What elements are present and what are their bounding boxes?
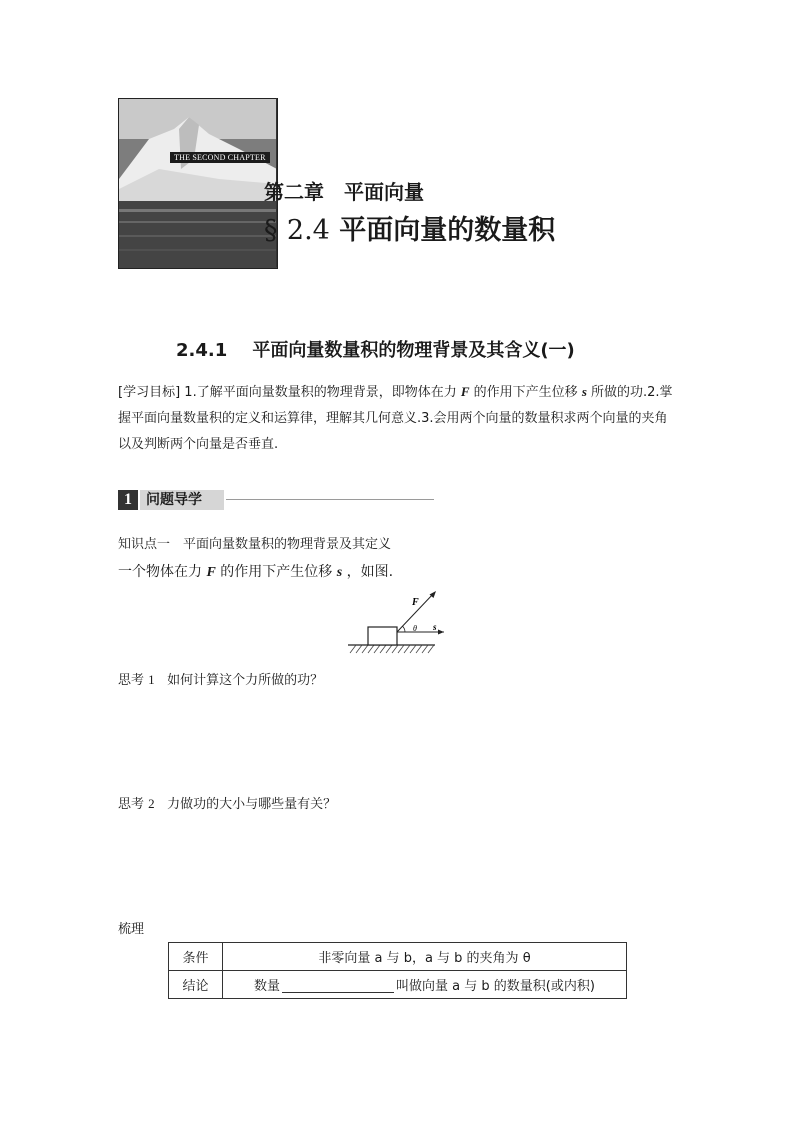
section-number: 2.4 [286, 215, 330, 246]
conclusion-pre: 数量 [254, 979, 281, 994]
chapter-cover-image [118, 98, 278, 269]
goal-text-3: 所做的功.2.掌握平面向量数量积的定义和运算律，理解其几何意义.3.会用两个向量的数量积求两个向量的夹角以及判断两个向量是否垂直. [118, 385, 673, 452]
section-badge: 1 [118, 490, 138, 510]
think1-text: 如何计算这个力所做的功？ [167, 673, 324, 688]
answer-blank[interactable] [282, 978, 394, 993]
section-rule [226, 499, 434, 500]
kp-symbol-s: s [336, 565, 343, 580]
table-cell-conclusion-key: 结论 [169, 971, 223, 999]
angle-arc [403, 626, 406, 632]
chapter-tag: THE SECOND CHAPTER [170, 152, 270, 163]
think2-text: 力做功的大小与哪些量有关？ [167, 797, 337, 812]
goal-symbol-F: F [460, 384, 470, 399]
think-question-2 [118, 793, 336, 812]
think1-label: 思考 [118, 673, 145, 688]
goal-symbol-s: s [581, 384, 587, 399]
angle-label: θ [413, 624, 417, 633]
subsection-number: 2.4.1 [176, 340, 228, 361]
section-title-text: 平面向量的数量积 [339, 215, 556, 246]
knowledge-point-title: 知识点一 平面向量数量积的物理背景及其定义 [118, 537, 392, 552]
summary-table [168, 942, 627, 999]
ground-hatching [350, 645, 434, 653]
goal-text-1: 1.了解平面向量数量积的物理背景，即物体在力 [184, 385, 457, 400]
think2-num: 2 [148, 796, 155, 811]
kp-text-2: 的作用下产生位移 [220, 564, 333, 580]
kp-text-3: ，如图. [346, 564, 394, 580]
kp-symbol-F: F [206, 565, 216, 580]
goal-label: [学习目标] [118, 385, 181, 400]
conclusion-post: 叫做向量 a 与 b 的数量积(或内积) [396, 979, 595, 994]
force-label: F [412, 597, 419, 608]
section-title [264, 208, 555, 247]
knowledge-point-body [118, 561, 393, 581]
iceberg-picture [119, 99, 277, 268]
section-heading: 问题导学 [140, 490, 224, 510]
subsection-heading [176, 336, 575, 362]
think2-label: 思考 [118, 797, 145, 812]
subsection-title: 平面向量数量积的物理背景及其含义(一) [252, 340, 575, 361]
displacement-arrowhead [438, 630, 444, 635]
table-cell-conclusion-value [223, 971, 627, 999]
kp-text-1: 一个物体在力 [118, 564, 202, 580]
think1-num: 1 [148, 672, 155, 687]
table-row [169, 971, 627, 999]
section-symbol: § [264, 215, 278, 246]
chapter-title: 第二章 平面向量 [264, 180, 424, 204]
displacement-label: s [433, 622, 437, 632]
think-question-1 [118, 669, 323, 688]
table-row [169, 943, 627, 971]
goal-text-2: 的作用下产生位移 [473, 385, 578, 400]
force-diagram [340, 588, 450, 658]
block [368, 627, 397, 645]
learning-goals [118, 379, 678, 458]
table-cell-condition-key: 条件 [169, 943, 223, 971]
table-cell-condition-value: 非零向量 a 与 b，a 与 b 的夹角为 θ [223, 943, 627, 971]
summary-label: 梳理 [118, 922, 145, 937]
